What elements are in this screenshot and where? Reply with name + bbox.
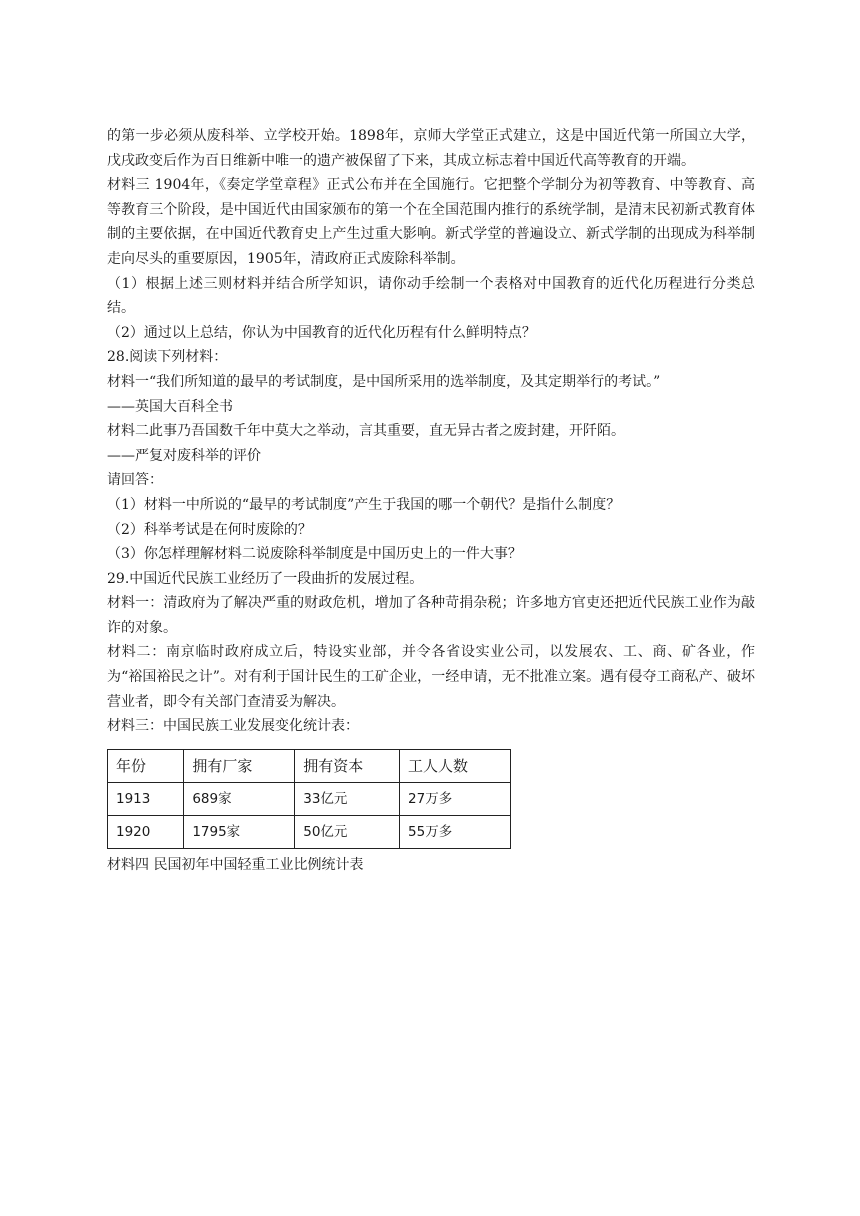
paragraph: 材料三：中国民族工业发展变化统计表： [107,718,359,735]
table-cell: 55万多 [400,815,511,848]
table-header-cell: 拥有资本 [295,749,400,782]
table-cell: 1795家 [184,815,295,848]
question-item: （1）材料一中所说的“最早的考试制度”产生于我国的哪一个朝代？是指什么制度？ [107,496,621,513]
table-header-cell: 拥有厂家 [184,749,295,782]
table-header-cell: 年份 [108,749,184,782]
citation: ——严复对废科举的评价 [107,447,261,464]
industry-stats-table [107,749,511,849]
document-content [107,124,755,877]
paragraph: 请回答： [107,472,163,489]
table-row [108,782,511,815]
table-cell: 27万多 [400,782,511,815]
question-heading: 28.阅读下列材料： [107,349,228,366]
citation: ——英国大百科全书 [107,398,233,415]
paragraph: 材料二：南京临时政府成立后，特设实业部，并令各省设实业公司，以发展农、工、商、矿各业，作为“裕国裕民之计”。对有利于国计民生的工矿企业，一经申请，无不批准立案。遇有侵夺工商私产、破坏营业者，即令有关部门查清妥为解决。 [107,644,755,710]
paragraph: 材料一：清政府为了解决严重的财政危机，增加了各种苛捐杂税；许多地方官吏还把近代民族工业作为敲诈的对象。 [107,595,755,636]
table-cell: 50亿元 [295,815,400,848]
table-header-cell: 工人人数 [400,749,511,782]
question-item: （3）你怎样理解材料二说废除科举制度是中国历史上的一件大事？ [107,546,522,563]
table-row [108,815,511,848]
table-cell: 33亿元 [295,782,400,815]
table-cell: 689家 [184,782,295,815]
question-heading: 29.中国近代民族工业经历了一段曲折的发展过程。 [107,570,424,587]
paragraph: 的第一步必须从废科举、立学校开始。1898年，京师大学堂正式建立，这是中国近代第一所国立大学，戊戌政变后作为百日维新中唯一的遗产被保留了下来，其成立标志着中国近代高等教育的开端。 [107,128,755,169]
paragraph: 材料一“我们所知道的最早的考试制度，是中国所采用的选举制度，及其定期举行的考试。” [107,373,661,390]
industry-stats-table-wrapper [107,749,755,849]
table-cell: 1913 [108,782,184,815]
paragraph: 材料四 民国初年中国轻重工业比例统计表 [107,856,364,873]
table-header-row [108,749,511,782]
question-item: （2）通过以上总结，你认为中国教育的近代化历程有什么鲜明特点？ [107,324,536,341]
paragraph: 材料三 1904年，《奏定学堂章程》正式公布并在全国施行。它把整个学制分为初等教育、中等教育、高等教育三个阶段，是中国近代由国家颁布的第一个在全国范围内推行的系统学制，是清末民初新式教育体制的主要依据，在中国近代教育史上产生过重大影响。新式学堂的普遍设立、新式学制的出现成为科举制走向尽头的重要原因，1905年，清政府正式废除科举制。 [107,177,755,267]
question-item: （2）科举考试是在何时废除的？ [107,521,312,538]
question-item: （1）根据上述三则材料并结合所学知识，请你动手绘制一个表格对中国教育的近代化历程进行分类总结。 [107,275,755,317]
paragraph: 材料二此事乃吾国数千年中莫大之举动，言其重要，直无异古者之废封建，开阡陌。 [107,423,625,440]
table-cell: 1920 [108,815,184,848]
